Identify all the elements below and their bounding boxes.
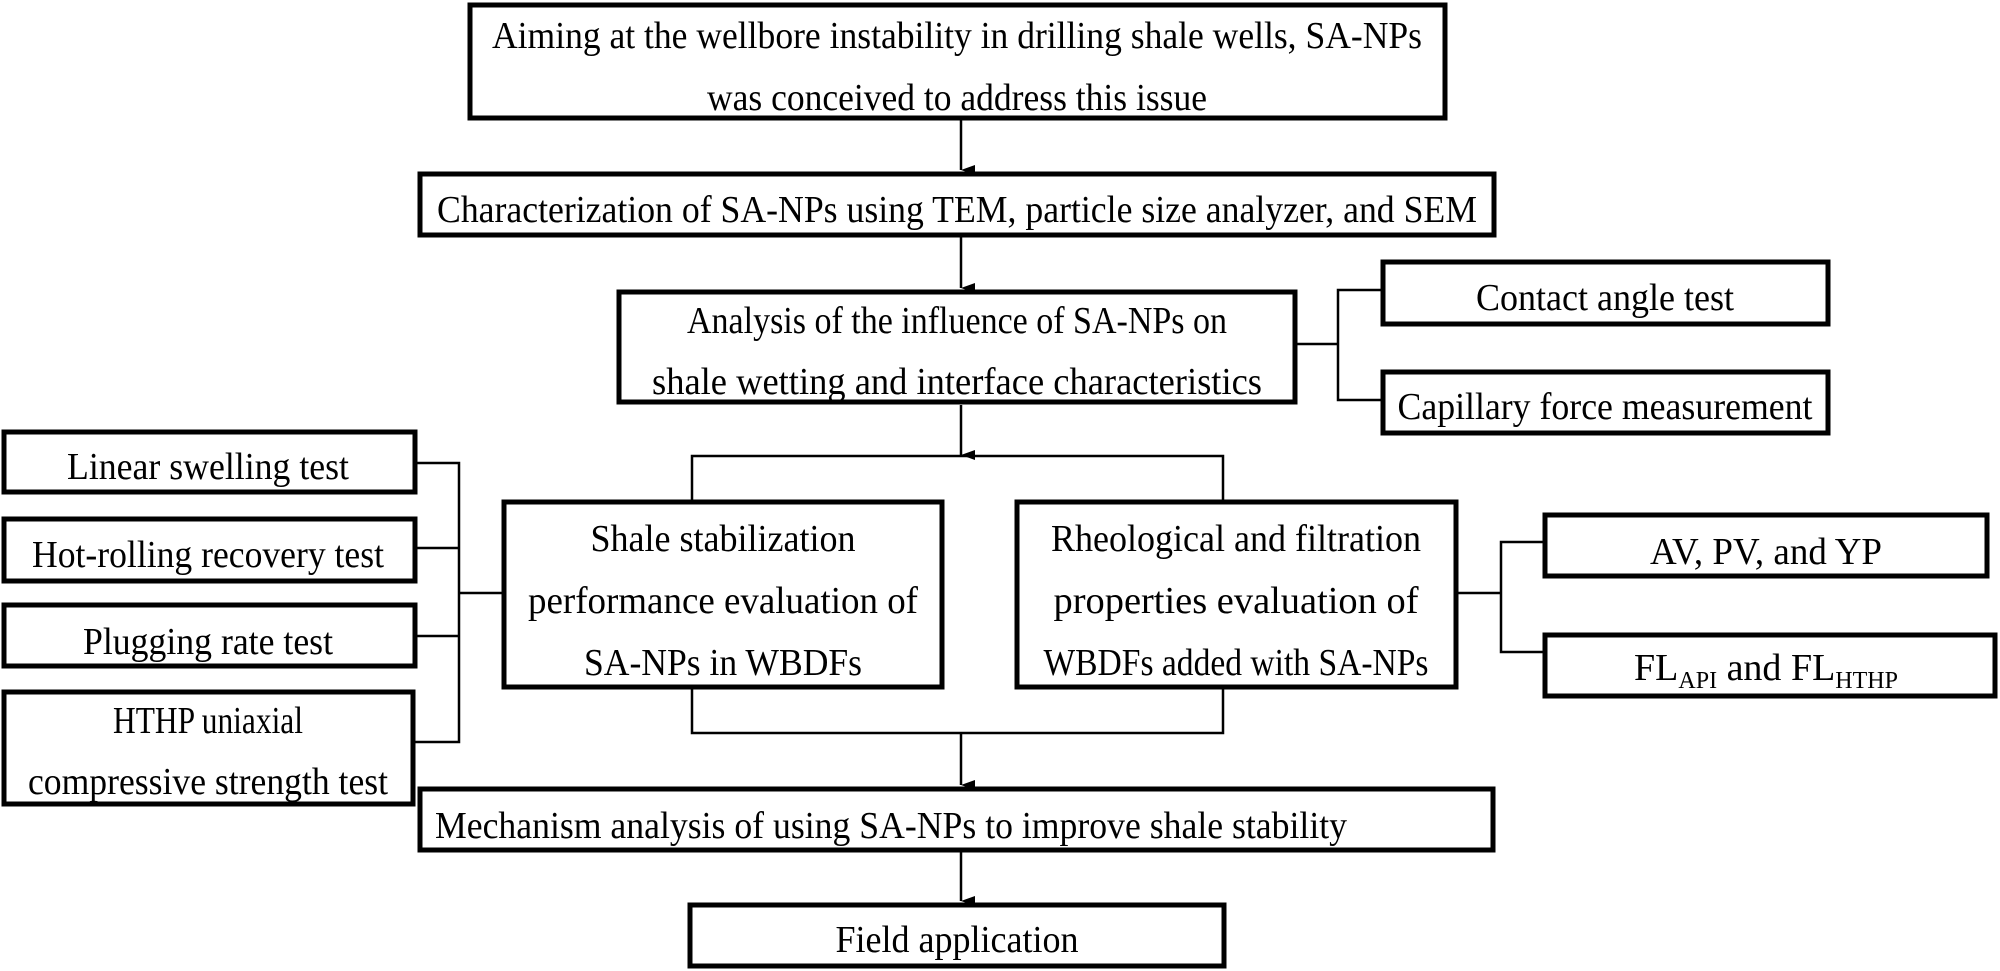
bracket-rheo-tests	[1501, 542, 1545, 652]
node-text: Linear swelling test	[67, 446, 350, 488]
node-text: Rheological and filtration	[1051, 518, 1421, 560]
fl-api-label: FL	[1634, 647, 1679, 689]
node-contact-angle	[1383, 262, 1828, 324]
node-text: HTHP uniaxial	[113, 700, 303, 742]
node-text: Shale stabilization	[590, 518, 856, 560]
node-text: performance evaluation of	[528, 580, 919, 622]
node-text: was conceived to address this issue	[707, 77, 1207, 119]
node-text: WBDFs added with SA-NPs	[1043, 642, 1429, 684]
node-aim	[470, 5, 1445, 119]
node-text: shale wetting and interface characteristics	[652, 361, 1262, 403]
node-text: properties evaluation of	[1053, 580, 1419, 622]
node-hthp-ucs	[4, 692, 413, 804]
node-text: compressive strength test	[28, 761, 389, 803]
node-hot-rolling	[4, 519, 415, 581]
fl-connector-text: and	[1717, 647, 1791, 689]
node-analysis	[619, 292, 1295, 403]
node-shale-stabilization	[504, 502, 942, 687]
node-text: Capillary force measurement	[1397, 386, 1813, 428]
node-text: AV, PV, and YP	[1650, 531, 1882, 573]
node-plugging	[4, 605, 415, 666]
fl-api-subscript: API	[1678, 668, 1718, 694]
fl-hthp-subscript: HTHP	[1835, 668, 1898, 694]
bracket-shale-tests	[413, 463, 459, 742]
node-text: Analysis of the influence of SA-NPs on	[687, 300, 1227, 342]
node-characterization	[420, 174, 1494, 235]
node-fluid-loss	[1545, 635, 1995, 696]
node-text: SA-NPs in WBDFs	[584, 642, 862, 684]
node-capillary	[1383, 372, 1828, 433]
node-text: Plugging rate test	[83, 621, 334, 663]
bracket-evaluations-top	[692, 456, 1223, 500]
node-text: Contact angle test	[1476, 277, 1735, 319]
node-mechanism	[420, 789, 1493, 850]
fl-hthp-label: FL	[1790, 647, 1836, 689]
node-text: Aiming at the wellbore instability in drilling shale wells, SA-NPs	[492, 15, 1422, 57]
node-field-application	[690, 905, 1224, 966]
bracket-analysis-tests	[1338, 290, 1383, 400]
node-text: Mechanism analysis of using SA-NPs to improve shale stability	[435, 805, 1347, 847]
node-av-pv-yp	[1545, 515, 1987, 576]
node-linear-swelling	[4, 432, 415, 492]
node-text: Field application	[835, 919, 1079, 961]
node-rheological	[1017, 502, 1456, 687]
bracket-evaluations-bottom	[692, 689, 1223, 733]
node-text: Characterization of SA-NPs using TEM, particle size analyzer, and SEM	[437, 189, 1477, 231]
node-text: Hot-rolling recovery test	[32, 534, 385, 576]
